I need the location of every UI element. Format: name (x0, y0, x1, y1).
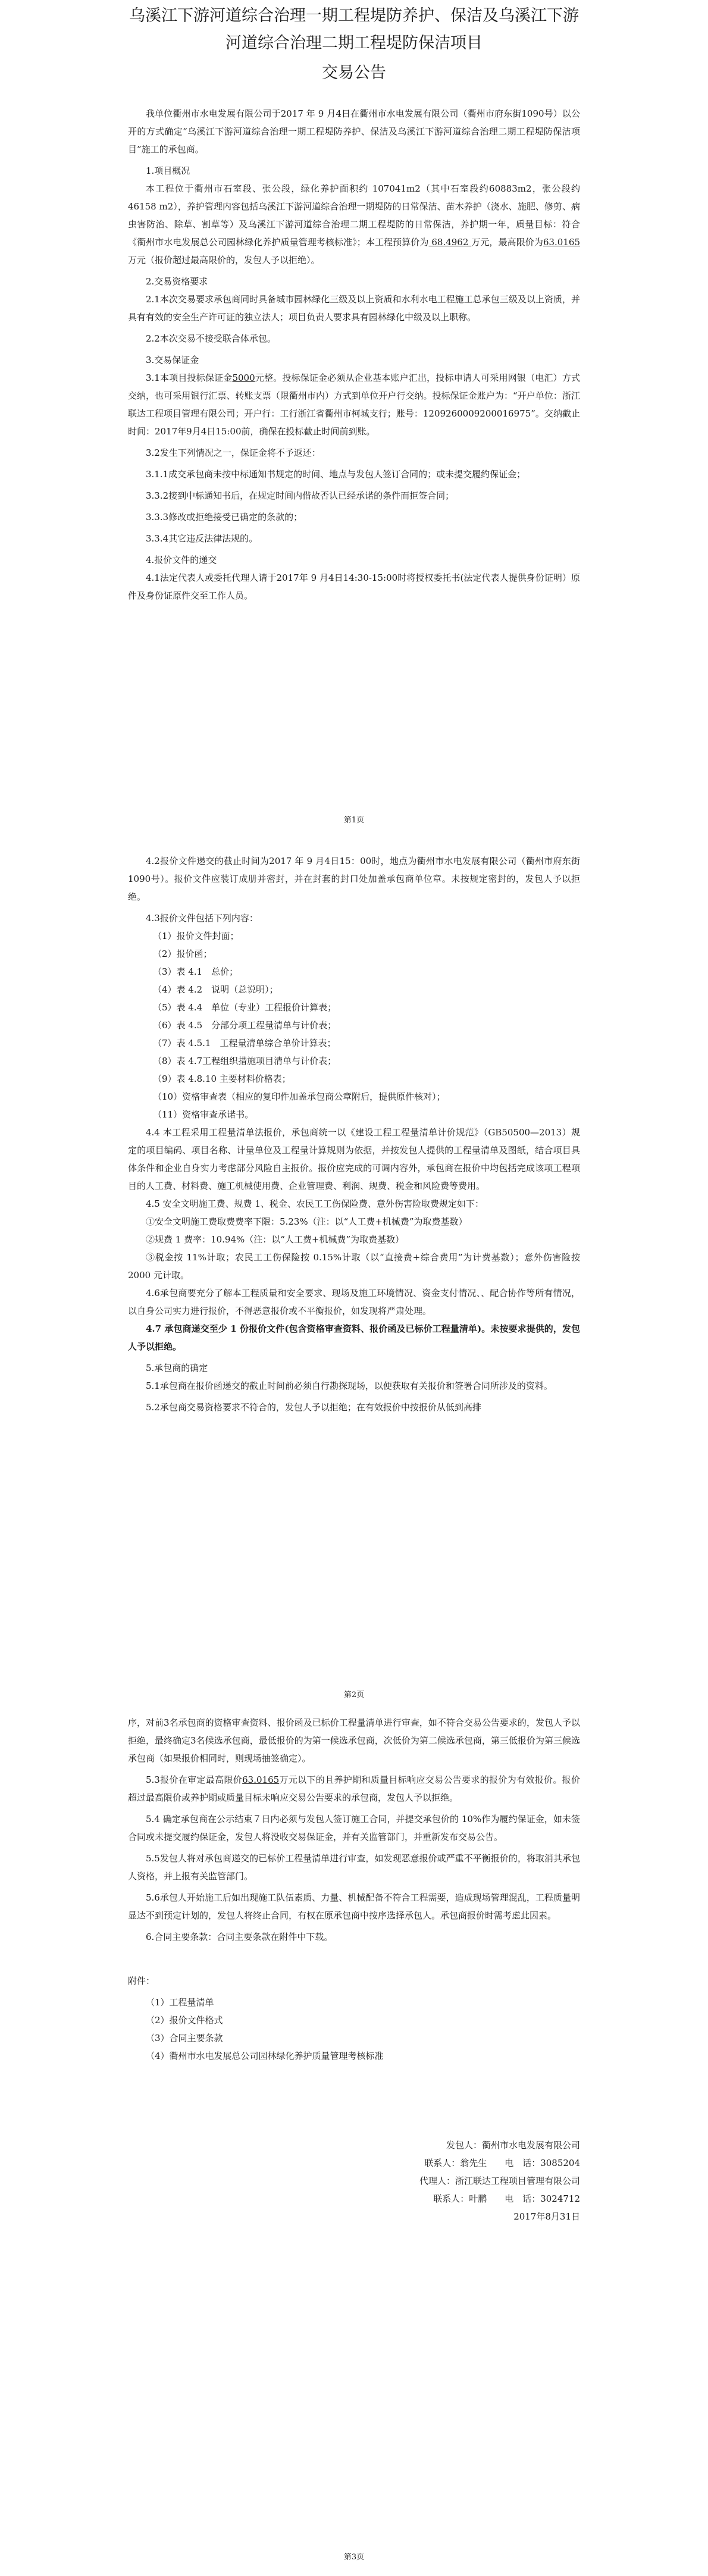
section-5-heading: 5.承包商的确定 (146, 1363, 208, 1373)
section-5-3 (128, 1771, 580, 1807)
section-4-5: 4.5 安全文明施工费、规费 1、税金、农民工工伤保险费、意外伤害险取费规定如下： (146, 1198, 484, 1209)
section-4-5-2: ②规费 1 费率：10.94%（注：以“人工费+机械费”为取费基数） (146, 1234, 405, 1245)
page-number-1: 第1页 (343, 816, 365, 825)
section-3-2-1: 3.1.1成交承包商未按中标通知书规定的时间、地点与发包人签订合同的；或未提交履约保证金； (146, 469, 526, 480)
section-3-1 (128, 369, 580, 440)
section-3-1-text-a: 3.1本项目投标保证金 (146, 373, 233, 383)
section-4-1: 4.1法定代表人或委托代理人请于2017年 9 月4日14:30-15:00时将授权委托书(法定代表人提供身份证明）原件及身份证原件交至工作人员。 (128, 572, 580, 601)
intro-paragraph: 我单位衢州市水电发展有限公司于2017 年 9 月4日在衢州市水电发展有限公司（衢州市府东街1090号）以公开的方式确定“乌溪江下游河道综合治理一期工程堤防养护、保洁及乌溪江下游河道综合治理二期工程堤防保洁项目”施工的承包商。 (128, 108, 580, 155)
document-title-line-2: 河道综合治理二期工程堤防保洁项目 (225, 34, 483, 52)
section-1-paragraph (128, 180, 580, 269)
section-5-3-text-b: 万元以下的且养护期和质量目标响应交易公告要求的报价为有效报价。报价超过最高限价或养护期或质量目标未响应交易公告要求的承包商，发包人予以拒绝。 (128, 1774, 580, 1803)
section-4-3: 4.3报价文件包括下列内容： (146, 913, 258, 924)
issuer-contact: 联系人：翁先生 电 话：3085204 (424, 2158, 580, 2168)
list-item: （2）报价函； (153, 949, 212, 959)
issuer: 发包人：衢州市水电发展有限公司 (446, 2140, 580, 2151)
section-5-2-continued: 序，对前3名承包商的资格审查资料、报价函及已标价工程量清单进行审查，如不符合交易公告要求的，发包人予以拒绝，最终确定3名候选承包商，最低报价的为第一候选承包商，次低价为第二候选承包商，第三低报价为第三候选承包商（如果报价相同时，则现场抽签确定）。 (128, 1717, 580, 1764)
quote-contents-list (128, 927, 580, 1123)
document-title-line-1: 乌溪江下游河道综合治理一期工程堤防养护、保洁及乌溪江下游 (129, 7, 579, 25)
list-item: （6）表 4.5 分部分项工程量清单与计价表； (153, 1020, 337, 1031)
annex-item: （4）衢州市水电发展总公司园林绿化养护质量管理考核标准 (146, 2051, 384, 2061)
list-item: （9）表 4.8.10 主要材料价格表； (153, 1073, 291, 1084)
section-4-7: 4.7 承包商递交至少 1 份报价文件(包含资格审查资料、报价函及已标价工程量清单)。未按要求提供的，发包人予以拒绝。 (128, 1323, 580, 1352)
list-item: （10）资格审查表（相应的复印件加盖承包商公章附后，提供原件核对）； (153, 1091, 446, 1102)
section-2-2: 2.2本次交易不接受联合体承包。 (146, 333, 276, 344)
section-1-text-b: 万元，最高限价为 (471, 237, 543, 248)
max-price: 63.0165 (543, 237, 580, 248)
section-5-5: 5.5发包人将对承包商递交的已标价工程量清单进行审查，如发现恶意报价或严重不平衡报价的，将取消其承包人资格，并上报有关监管部门。 (128, 1853, 580, 1882)
list-item: （7）表 4.5.1 工程量清单综合单价计算表； (153, 1038, 336, 1048)
agent: 代理人：浙江联达工程项目管理有限公司 (419, 2176, 580, 2186)
list-item: （1）报价文件封面； (153, 931, 239, 941)
page-number-3: 第3页 (343, 2553, 365, 2562)
signature-block (128, 2136, 580, 2226)
agent-contact: 联系人：叶鹏 电 话：3024712 (433, 2193, 580, 2204)
section-6: 6.合同主要条款：合同主要条款在附件中下载。 (146, 1932, 333, 1942)
section-3-3-4: 3.3.4其它违反法律法规的。 (146, 533, 258, 544)
page-1 (0, 0, 708, 839)
page-1-content (128, 2, 580, 605)
page-3 (0, 1714, 708, 2576)
annex-title: 附件： (128, 1976, 155, 1986)
section-4-4: 4.4 本工程采用工程量清单法报价，承包商统一以《建设工程工程量清单计价规范》（GB50500—2013）规定的项目编码、项目名称、计量单位及工程量计算规则为依据，并按发包人提供的工程量清单及图纸，结合项目具体条件和企业自身实力考虑部分风险自主报价。报价应完成的可调内容外，承包商在报价中均包括完成该项工程项目的人工费、材料费、施工机械使用费、企业管理费、利润、规费、税金和风险费等费用。 (128, 1127, 580, 1191)
annex-item: （3）合同主要条款 (146, 2033, 223, 2043)
page-number-2: 第2页 (343, 1691, 365, 1699)
section-3-heading: 3.交易保证金 (146, 355, 199, 365)
deposit-amount: 5000 (232, 373, 255, 383)
section-1-text-c: 万元（报价超过最高限价的，发包人予以拒绝）。 (128, 255, 320, 265)
list-item: （11）资格审查承诺书。 (153, 1109, 254, 1120)
list-item: （4）表 4.2 说明（总说明）； (153, 984, 278, 995)
budget-price: 68.4962 (428, 237, 472, 248)
issue-date: 2017年8月31日 (513, 2211, 580, 2222)
section-5-1: 5.1承包商在报价函递交的截止时间前必须自行勘探现场，以便获取有关报价和签署合同所涉及的资料。 (146, 1381, 553, 1391)
section-4-5-1: ①安全文明施工费取费费率下限：5.23%（注：以“人工费+机械费”为取费基数） (146, 1216, 468, 1227)
list-item: （3）表 4.1 总价； (153, 966, 239, 977)
section-4-6: 4.6承包商要充分了解本工程质量和安全要求、现场及施工环境情况、资金支付情况、、配合协作等所有情况，以自身公司实力进行报价，不得恶意报价或不平衡报价，如发现将严肃处理。 (128, 1288, 580, 1316)
list-item: （8）表 4.7工程组织措施项目清单与计价表； (153, 1056, 337, 1066)
document-subtitle: 交易公告 (322, 64, 386, 82)
section-4-2: 4.2报价文件递交的截止时间为2017 年 9 月4日15：00时，地点为衢州市水电发展有限公司（衢州市府东街1090号）。报价文件应装订成册并密封，并在封套的封口处加盖承包商单位章。未按规定密封的，发包人予以拒绝。 (128, 856, 580, 902)
section-5-6: 5.6承包人开始施工后如出现施工队伍素质、力量、机械配备不符合工程需要，造成现场管理混乱，工程质量明显达不到预定计划的，发包人将终止合同，有权在原承包商中按序选择承包人。承包商报价时需考虑此因素。 (128, 1892, 580, 1921)
max-price-restated: 63.0165 (242, 1774, 280, 1785)
section-1-text-a: 本工程位于衢州市石室段、张公段，绿化养护面积约 107041m2（其中石室段约60883m2，张公段约 46158 m2），养护管理内容包括乌溪江下游河道综合治理一期堤防的日常保洁、苗木养护（浇水、施肥、修剪、病虫害防治、除草、割草等）及乌溪江下游河道综合治理二期工程堤防的日常保洁，养护期一年，质量目标：符合《衢州市水电发展总公司园林绿化养护质量管理考核标准》；本工程预算价为 (128, 183, 580, 248)
list-item: （5）表 4.4 单位（专业）工程报价计算表； (153, 1002, 337, 1013)
section-4-heading: 4.报价文件的递交 (146, 555, 217, 565)
annex-item: （1）工程量清单 (146, 1997, 214, 2008)
section-4-5-3: ③税金按 11%计取；农民工工伤保险按 0.15%计取（以“直接费+综合费用”为计费基数）；意外伤害险按 2000 元计取。 (128, 1252, 580, 1281)
section-3-3-2: 3.3.2接到中标通知书后，在规定时间内借故否认已经承诺的条件而拒签合同； (146, 490, 455, 501)
section-5-3-text-a: 5.3报价在审定最高限价 (146, 1774, 243, 1785)
section-5-4: 5.4 确定承包商在公示结束７日内必须与发包人签订施工合同，并提交承包价的 10%作为履约保证金，如未签合同或未提交履约保证金，发包人将没收交易保证金，并有关监管部门，并重新发布交易公告。 (128, 1814, 580, 1842)
page-2 (0, 839, 708, 1714)
section-2-heading: 2.交易资格要求 (146, 276, 208, 287)
section-3-1-text-b: 元整。投标保证金必须从企业基本账户汇出，投标申请人可采用网银（电汇）方式交纳，也可采用银行汇票、转账支票（限衢州市内）方式到单位开户行交纳。投标保证金账户为：“开户单位：浙江联达工程项目管理有限公司；开户行：工行浙江省衢州市柯城支行；账号：1209260009200016975”。交纳截止时间：2017年9月4日15:00前，确保在投标截止时间前到账。 (128, 373, 580, 437)
page-3-content (128, 1714, 580, 2226)
section-3-2: 3.2发生下列情况之一，保证金将不予返还： (146, 447, 321, 458)
annex-item: （2）报价文件格式 (146, 2015, 223, 2026)
section-5-2-start: 5.2承包商交易资格要求不符合的，发包人予以拒绝；在有效报价中按报价从低到高排 (146, 1402, 481, 1413)
section-1-heading: 1.项目概况 (146, 165, 190, 176)
section-3-3-3: 3.3.3修改或拒绝接受已确定的条款的； (146, 512, 303, 522)
page-2-content (128, 852, 580, 1416)
section-2-1: 2.1本次交易要求承包商同时具备城市园林绿化三级及以上资质和水利水电工程施工总承包三级及以上资质，并具有有效的安全生产许可证的独立法人；项目负责人要求具有园林绿化中级及以上职称。 (128, 294, 580, 323)
